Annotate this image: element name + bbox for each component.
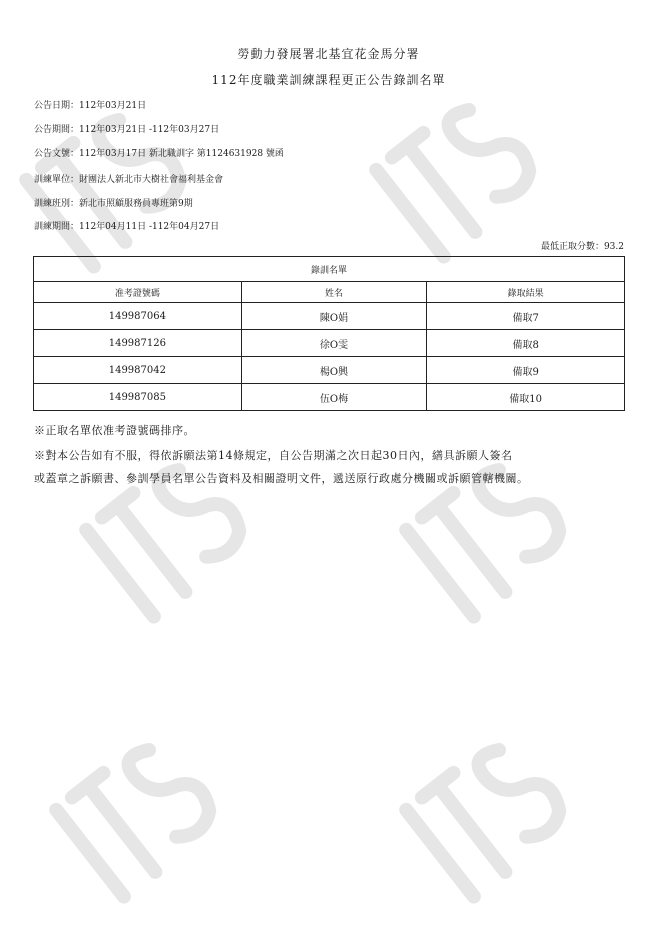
roster-caption: 錄訓名單 [34,257,625,282]
cell-name: 楊O興 [241,357,427,384]
cell-result: 備取7 [427,303,625,330]
announcement-period: 公告期間：112年03月21日 -112年03月27日 [34,125,220,135]
table-row [34,357,625,384]
appeal-note-line2: 或蓋章之訴願書、參訓學員名單公告資料及相關證明文件，遞送原行政處分機關或訴願管轄機關。 [34,472,529,485]
document-title: 112年度職業訓練課程更正公告錄訓名單 [211,73,446,87]
announcement-document-number: 公告文號：112年03月17日 新北職訓字 第1124631928 號函 [34,149,284,159]
cell-name: 陳O娟 [241,303,427,330]
cell-name: 徐O雯 [241,330,427,357]
announcement-date: 公告日期：112年03月21日 [34,101,147,111]
appeal-note-line1: ※對本公告如有不服，得依訴願法第14條規定，自公告期滿之次日起30日內，繕具訴願人簽名 [34,449,513,462]
agency-title: 勞動力發展署北基宜花金馬分署 [237,47,420,61]
cell-id: 149987042 [34,357,242,384]
table-row [34,330,625,357]
column-header-result: 錄取結果 [427,282,625,303]
training-period: 訓練期間：112年04月11日 -112年04月27日 [34,222,220,232]
roster-table [33,256,625,411]
cell-id: 149987064 [34,303,242,330]
cell-name: 伍O梅 [241,384,427,411]
training-unit: 訓練單位：財團法人新北市大樹社會福利基金會 [34,175,224,185]
cell-result: 備取8 [427,330,625,357]
sort-note: ※正取名單依准考證號碼排序。 [34,424,195,437]
cell-result: 備取10 [427,384,625,411]
table-row [34,384,625,411]
cell-result: 備取9 [427,357,625,384]
table-row [34,303,625,330]
cell-id: 149987126 [34,330,242,357]
min-score: 最低正取分數：93.2 [540,242,624,252]
training-class: 訓練班別：新北市照顧服務員專班第9期 [34,199,193,209]
column-header-name: 姓名 [241,282,427,303]
column-header-id: 准考證號碼 [34,282,242,303]
cell-id: 149987085 [34,384,242,411]
